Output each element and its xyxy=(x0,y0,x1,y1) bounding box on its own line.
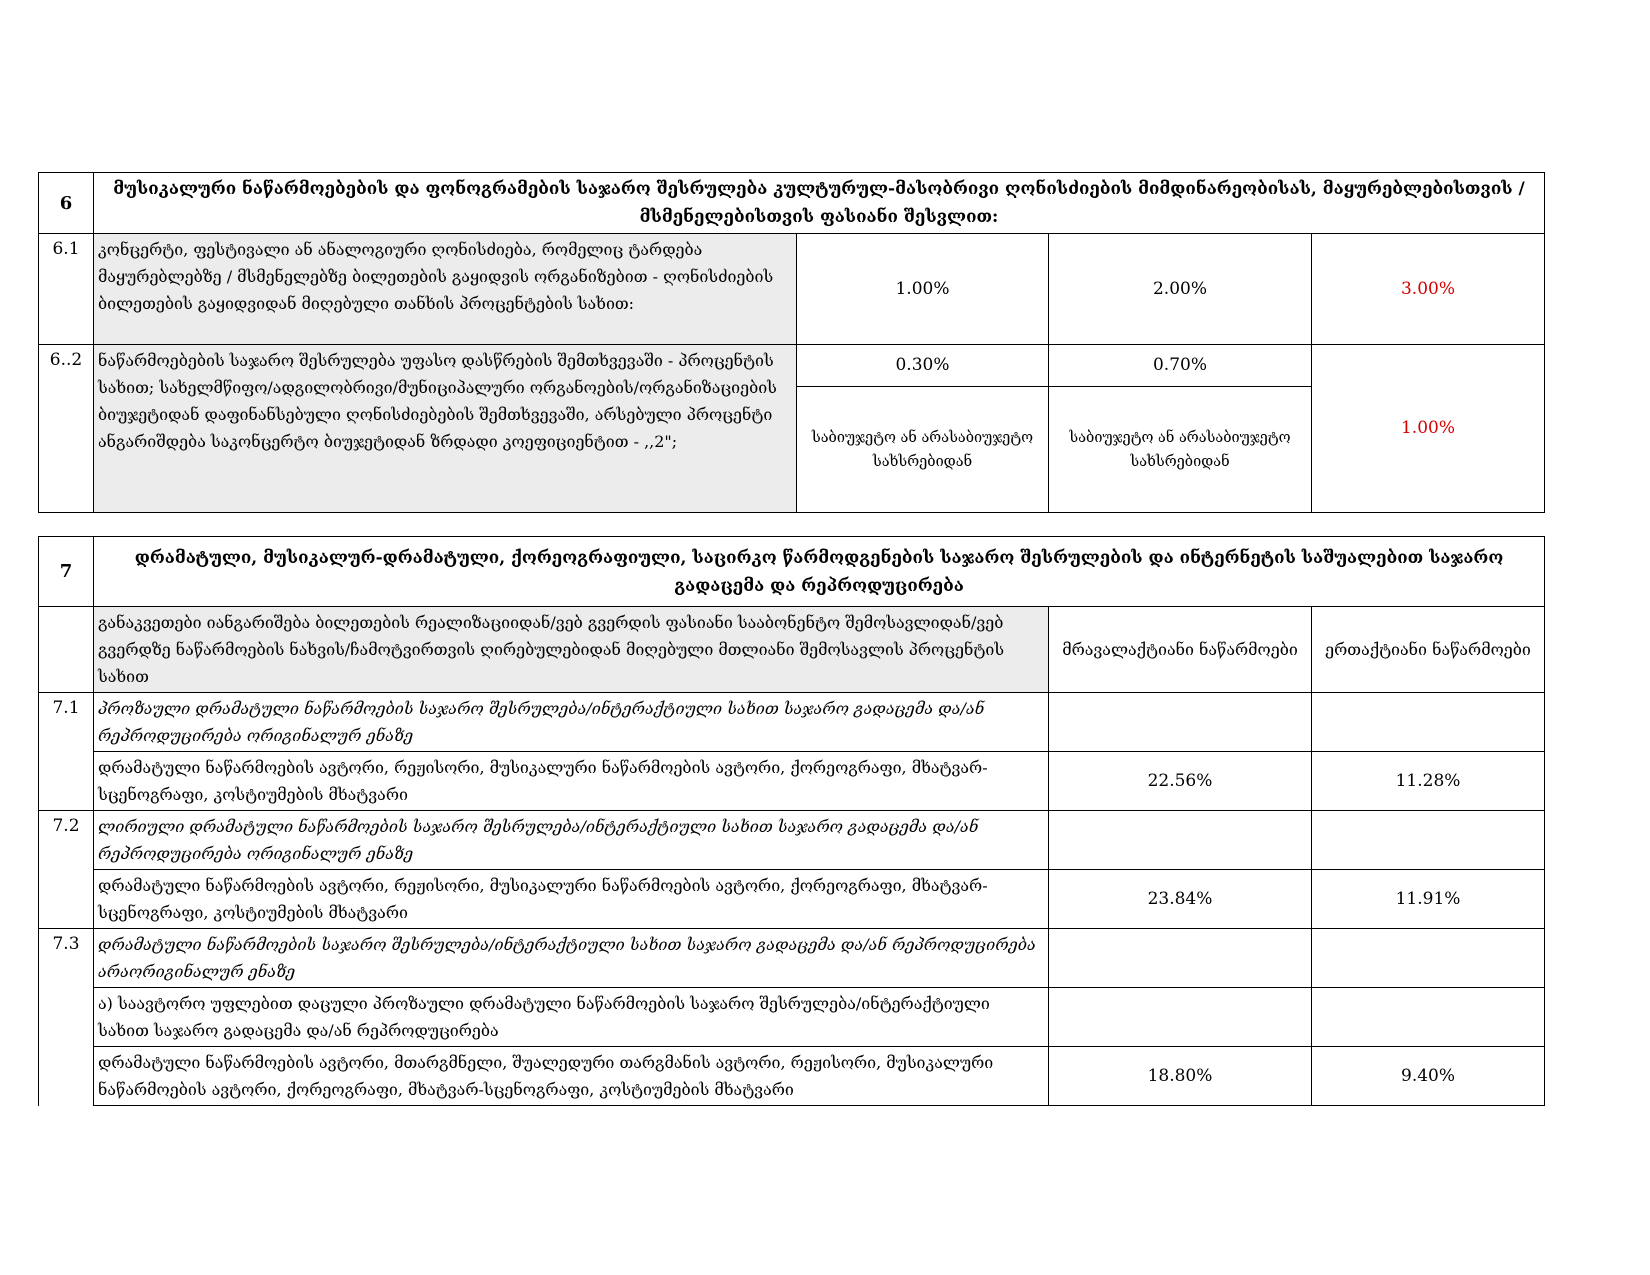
row-7-1-title: პროზაული დრამატული ნაწარმოების საჯარო შესრულება/ინტერაქტიული სახით საჯარო გადაცემა და/ან რეპროდუცირება ორიგინალურ ენაზე xyxy=(94,693,1049,752)
row-6-1-value-3: 3.00% xyxy=(1312,234,1545,345)
row-7-1-value-1 xyxy=(1049,693,1312,752)
section-7-header-description: განაკვეთები იანგარიშება ბილეთების რეალიზაციიდან/ვებ გვერდის ფასიანი სააბონენტო შემოსავლიდან/ვებ გვერდზე ნაწარმოების ნახვის/ჩამოტვირთვის ღირებულებიდან მიღებული მთლიანი შემოსავლის პროცენტის სახით xyxy=(94,607,1049,693)
row-7-3-a-value-2 xyxy=(1312,988,1545,1047)
row-6-1-value-1: 1.00% xyxy=(797,234,1049,345)
row-7-2-number: 7.2 xyxy=(39,811,94,929)
section-7-header-blank xyxy=(39,607,94,693)
row-7-3-value-2 xyxy=(1312,929,1545,988)
row-7-3-detail: დრამატული ნაწარმოების ავტორი, მთარგმნელი, შუალედური თარგმანის ავტორი, რეჟისორი, მუსიკალური ნაწარმოების ავტორი, ქორეოგრაფი, მხატვარ-სცენოგრაფი, კოსტიუმების მხატვარი xyxy=(94,1047,1049,1106)
row-7-3-number: 7.3 xyxy=(39,929,94,1106)
section-7-table xyxy=(38,536,1545,1106)
row-7-2-detail-value-1: 23.84% xyxy=(1049,870,1312,929)
row-7-3-detail-value-1: 18.80% xyxy=(1049,1047,1312,1106)
row-7-1-detail-value-1: 22.56% xyxy=(1049,752,1312,811)
column-header-one-act: ერთაქტიანი ნაწარმოები xyxy=(1312,607,1545,693)
row-7-2-value-2 xyxy=(1312,811,1545,870)
row-7-1-detail: დრამატული ნაწარმოების ავტორი, რეჟისორი, მუსიკალური ნაწარმოების ავტორი, ქორეოგრაფი, მხატვარ-სცენოგრაფი, კოსტიუმების მხატვარი xyxy=(94,752,1049,811)
row-7-2-title: ლირიული დრამატული ნაწარმოების საჯარო შესრულება/ინტერაქტიული სახით საჯარო გადაცემა და/ან რეპროდუცირება ორიგინალურ ენაზე xyxy=(94,811,1049,870)
row-6-1-description: კონცერტი, ფესტივალი ან ანალოგიური ღონისძიება, რომელიც ტარდება მაყურებლებზე / მსმენელებზე ბილეთების გაყიდვის ორგანიზებით - ღონისძიების ბილეთების გაყიდვიდან მიღებული თანხის პროცენტების სახით: xyxy=(94,234,797,345)
row-6-1-number: 6.1 xyxy=(39,234,94,345)
row-7-3-detail-value-2: 9.40% xyxy=(1312,1047,1545,1106)
row-7-2-value-1 xyxy=(1049,811,1312,870)
column-header-multi-act: მრავალაქტიანი ნაწარმოები xyxy=(1049,607,1312,693)
row-7-1-value-2 xyxy=(1312,693,1545,752)
row-6-1-value-2: 2.00% xyxy=(1049,234,1312,345)
row-6-2-description: ნაწარმოებების საჯარო შესრულება უფასო დასწრების შემთხვევაში - პროცენტის სახით; სახელმწიფო/ადგილობრივი/მუნიციპალური ორგანოების/ორგანიზაციების ბიუჯეტიდან დაფინანსებული ღონისძიებების შემთხვევაში, არსებული პროცენტი ანგარიშდება საკონცერტო ბიუჯეტიდან ზრდადი კოეფიციენტით - ,,2"; xyxy=(94,345,797,513)
section-7-number: 7 xyxy=(39,537,94,607)
row-7-3-a-value-1 xyxy=(1049,988,1312,1047)
row-7-2-detail-value-2: 11.91% xyxy=(1312,870,1545,929)
row-6-2-value-2: 0.70% xyxy=(1049,345,1312,387)
row-6-2-note-1: საბიუჯეტო ან არასაბიუჯეტო სახსრებიდან xyxy=(797,387,1049,513)
section-6-title: მუსიკალური ნაწარმოებების და ფონოგრამების საჯარო შესრულება კულტურულ-მასობრივი ღონისძიების მიმდინარეობისას, მაყურებლებისთვის / მსმენელებისთვის ფასიანი შესვლით: xyxy=(94,173,1545,234)
row-6-2-number: 6..2 xyxy=(39,345,94,513)
row-7-2-detail: დრამატული ნაწარმოების ავტორი, რეჟისორი, მუსიკალური ნაწარმოების ავტორი, ქორეოგრაფი, მხატვარ-სცენოგრაფი, კოსტიუმების მხატვარი xyxy=(94,870,1049,929)
row-7-1-detail-value-2: 11.28% xyxy=(1312,752,1545,811)
section-6-table xyxy=(38,172,1545,513)
row-6-2-value-3: 1.00% xyxy=(1312,345,1545,513)
row-7-3-title: დრამატული ნაწარმოების საჯარო შესრულება/ინტერაქტიული სახით საჯარო გადაცემა და/ან რეპროდუცირება არაორიგინალურ ენაზე xyxy=(94,929,1049,988)
row-7-3-value-1 xyxy=(1049,929,1312,988)
row-7-1-number: 7.1 xyxy=(39,693,94,811)
row-6-2-value-1: 0.30% xyxy=(797,345,1049,387)
section-7-title: დრამატული, მუსიკალურ-დრამატული, ქორეოგრაფიული, საცირკო წარმოდგენების საჯარო შესრულების და ინტერნეტის საშუალებით საჯარო გადაცემა და რეპროდუცირება xyxy=(94,537,1545,607)
section-6-number: 6 xyxy=(39,173,94,234)
row-6-2-note-2: საბიუჯეტო ან არასაბიუჯეტო სახსრებიდან xyxy=(1049,387,1312,513)
row-7-3-a-text: ა) საავტორო უფლებით დაცული პროზაული დრამატული ნაწარმოების საჯარო შესრულება/ინტერაქტიული სახით საჯარო გადაცემა და/ან რეპროდუცირება xyxy=(94,988,1049,1047)
